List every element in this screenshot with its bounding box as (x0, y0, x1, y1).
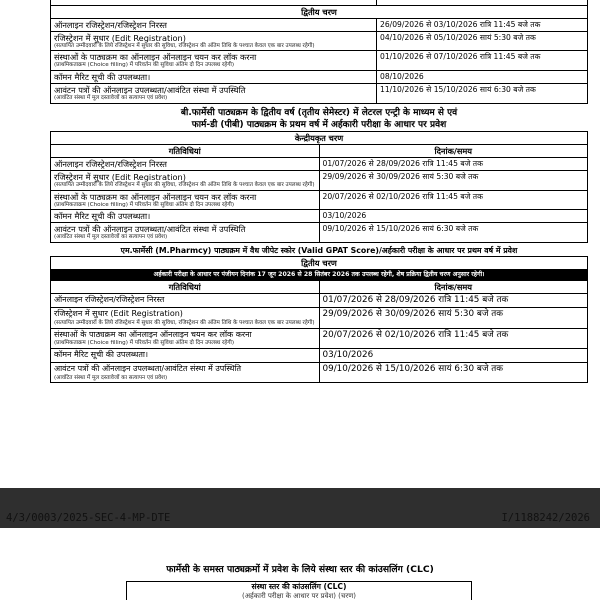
activity-label: संस्थाओं के पाठ्यक्रम का ऑनलाइन ऑनलाइन चयन कर लॉक करना (54, 52, 257, 63)
schedule-row (51, 328, 588, 348)
activity-cell (51, 294, 320, 308)
next-section-title: फार्मेसी के समस्त पाठ्यक्रमों में प्रवेश के लिये संस्था स्तर की कांउसलिंग (CLC) (166, 564, 434, 575)
activity-note: (प्राथमिकताक्रम (Choice filling) में परिवर्तन की सुविधा अंतिम दो दिन उपलब्ध रहेगी) (54, 201, 235, 208)
column-header-date: दिनांक/समय (319, 281, 588, 294)
activity-cell (51, 328, 320, 348)
activity-label: रजिस्ट्रेशन में सुधार (Edit Registration) (54, 32, 186, 43)
date-cell: 04/10/2026 से 05/10/2026 सायं 5:30 बजे तक (377, 31, 588, 51)
clc-heading: संस्था स्तर की कांउसलिंग (CLC) (251, 582, 347, 591)
schedule-row (51, 349, 588, 363)
date-cell: 08/10/2026 (377, 71, 588, 84)
date-cell: 20/07/2026 से 02/10/2026 रात्रि 11:45 बजे तक (319, 328, 588, 348)
schedule-row (51, 363, 588, 383)
schedule-row (51, 294, 588, 308)
activity-note: (आवंटित संस्था में मूल दस्तावेजों का सत्यापन एवं प्रवेश) (54, 95, 168, 102)
activity-label: आवंटन पत्रों की ऑनलाइन उपलब्धता/आवंटित संस्था में उपस्थिति (54, 364, 242, 374)
activity-cell (51, 190, 320, 210)
activity-label: रजिस्ट्रेशन में सुधार (Edit Registration) (54, 309, 183, 319)
schedule-row (51, 190, 588, 210)
section-title-line2: फार्म-डी (पीबी) पाठ्यक्रम के प्रथम वर्ष में अर्हकारी परीक्षा के आधार पर प्रवेश (191, 119, 447, 130)
activity-label: ऑनलाइन रजिस्ट्रेशन/रजिस्ट्रेशन निरस्त (54, 295, 165, 305)
activity-cell (51, 210, 320, 223)
activity-cell (51, 51, 377, 71)
phase-heading: द्वितीय चरण (51, 5, 588, 18)
file-reference-left: 4/3/0003/2025-SEC-4-MP-DTE (6, 512, 171, 524)
schedule-row (51, 31, 588, 51)
column-header-activities: गतिविधियां (51, 281, 320, 294)
activity-cell (51, 84, 377, 104)
date-cell: 26/09/2026 से 03/10/2026 रात्रि 11:45 बजे तक (377, 18, 588, 31)
date-cell: 09/10/2026 से 15/10/2026 सायं 6:30 बजे तक (319, 363, 588, 383)
activity-note: (प्राथमिकताक्रम (Choice filling) में परिवर्तन की सुविधा अंतिम दो दिन उपलब्ध रहेगी) (54, 340, 235, 347)
activity-cell (51, 170, 320, 190)
activity-label: संस्थाओं के पाठ्यक्रम का ऑनलाइन ऑनलाइन चयन कर लॉक करना (54, 191, 257, 202)
activity-cell (51, 308, 320, 328)
activity-note: (सत्यापित उम्मीदवारों के लिये रजिस्ट्रेशन में सुधार की सुविधा, रजिस्ट्रेशन की अंतिम तिथि के पश्चात केवल एक बार उपलब्ध रहेगी) (54, 319, 315, 326)
schedule-row (51, 308, 588, 328)
activity-note: (आवंटित संस्था में मूल दस्तावेजों का सत्यापन एवं प्रवेश) (54, 234, 168, 241)
date-cell: 03/10/2026 (319, 210, 588, 223)
date-cell: 01/10/2026 से 07/10/2026 रात्रि 11:45 बजे तक (377, 51, 588, 71)
mpharm-schedule-table (50, 256, 588, 383)
activity-note: (सत्यापित उम्मीदवारों के लिये रजिस्ट्रेशन में सुधार की सुविधा, रजिस्ट्रेशन की अंतिम तिथि के पश्चात केवल एक बार उपलब्ध रहेगी) (54, 181, 315, 188)
activity-note: (आवंटित संस्था में मूल दस्तावेजों का सत्यापन एवं प्रवेश) (54, 374, 168, 381)
date-cell: 20/07/2026 से 02/10/2026 रात्रि 11:45 बजे तक (319, 190, 588, 210)
activity-cell (51, 31, 377, 51)
centralized-schedule-table (50, 131, 588, 243)
date-cell: 29/09/2026 से 30/09/2026 सायं 5:30 बजे तक (319, 170, 588, 190)
schedule-row (51, 223, 588, 243)
section-title-line1: बी.फार्मेसी पाठ्यक्रम के द्वितीय वर्ष (तृतीय सेमेस्टर) में लेटरल एन्ट्री के माध्यम से एवं (180, 107, 458, 118)
schedule-row (51, 71, 588, 84)
schedule-row (51, 170, 588, 190)
schedule-row (51, 18, 588, 31)
activity-cell (51, 223, 320, 243)
date-cell: 11/10/2026 से 15/10/2026 सायं 6:30 बजे तक (377, 84, 588, 104)
file-reference-right: I/1188242/2026 (501, 512, 590, 524)
section-title: एम.फार्मेसी (M.Pharmcy) पाठ्यक्रम में वैध जीपेट स्कोर (Valid GPAT Score)/अर्हकारी परीक्षा के आधार पर प्रथम वर्ष में प्रवेश (120, 246, 518, 256)
activity-cell (51, 18, 377, 31)
date-cell: 03/10/2026 (319, 349, 588, 363)
activity-label: ऑनलाइन रजिस्ट्रेशन/रजिस्ट्रेशन निरस्त (54, 19, 167, 30)
date-cell: 01/07/2026 से 28/09/2026 रात्रि 11:45 बजे तक (319, 157, 588, 170)
column-header-activities: गतिविधियां (51, 144, 320, 157)
column-header-date: दिनांक/समय (319, 144, 588, 157)
schedule-row (51, 84, 588, 104)
activity-cell (51, 157, 320, 170)
activity-note: (सत्यापित उम्मीदवारों के लिये रजिस्ट्रेशन में सुधार की सुविधा, रजिस्ट्रेशन की अंतिम तिथि के पश्चात केवल एक बार उपलब्ध रहेगी) (54, 42, 315, 49)
activity-label: रजिस्ट्रेशन में सुधार (Edit Registration) (54, 171, 186, 182)
registration-note: अर्हकारी परीक्षा के आधार पर पंजीयन दिनांक 17 जून 2026 से 28 सितंबर 2026 तक उपलब्ध रहेगी, शेष प्रक्रिया द्वितीय चरण अनुसार रहेगी। (51, 270, 588, 281)
activity-label: आवंटन पत्रों की ऑनलाइन उपलब्धता/आवंटित संस्था में उपस्थिति (54, 85, 246, 96)
date-cell: 01/07/2026 से 28/09/2026 रात्रि 11:45 बजे तक (319, 294, 588, 308)
activity-cell (51, 363, 320, 383)
schedule-row (51, 210, 588, 223)
phase-heading: द्वितीय चरण (51, 257, 588, 270)
clc-subheading: (अर्हकारी परीक्षा के आधार पर प्रवेश) (चरण) (241, 592, 357, 600)
activity-label: कॉमन मैरिट सूची की उपलब्धता। (54, 350, 148, 360)
date-cell: 29/09/2026 से 30/09/2026 सायं 5:30 बजे तक (319, 308, 588, 328)
date-cell: 09/10/2026 से 15/10/2026 सायं 6:30 बजे तक (319, 223, 588, 243)
activity-label: ऑनलाइन रजिस्ट्रेशन/रजिस्ट्रेशन निरस्त (54, 158, 167, 169)
schedule-row (51, 157, 588, 170)
activity-label: संस्थाओं के पाठ्यक्रम का ऑनलाइन ऑनलाइन चयन कर लॉक करना (54, 329, 252, 339)
activity-note: (प्राथमिकताक्रम (Choice filling) में परिवर्तन की सुविधा अंतिम दो दिन उपलब्ध रहेगी) (54, 62, 235, 69)
activity-cell (51, 71, 377, 84)
clc-table-header (126, 581, 472, 600)
activity-label: आवंटन पत्रों की ऑनलाइन उपलब्धता/आवंटित संस्था में उपस्थिति (54, 224, 246, 235)
phase-heading: केन्द्रीयकृत चरण (51, 131, 588, 144)
schedule-row (51, 51, 588, 71)
activity-cell (51, 349, 320, 363)
activity-label: कॉमन मैरिट सूची की उपलब्धता। (54, 72, 151, 83)
activity-label: कॉमन मैरिट सूची की उपलब्धता। (54, 211, 151, 222)
phase2-schedule-table (50, 0, 588, 104)
